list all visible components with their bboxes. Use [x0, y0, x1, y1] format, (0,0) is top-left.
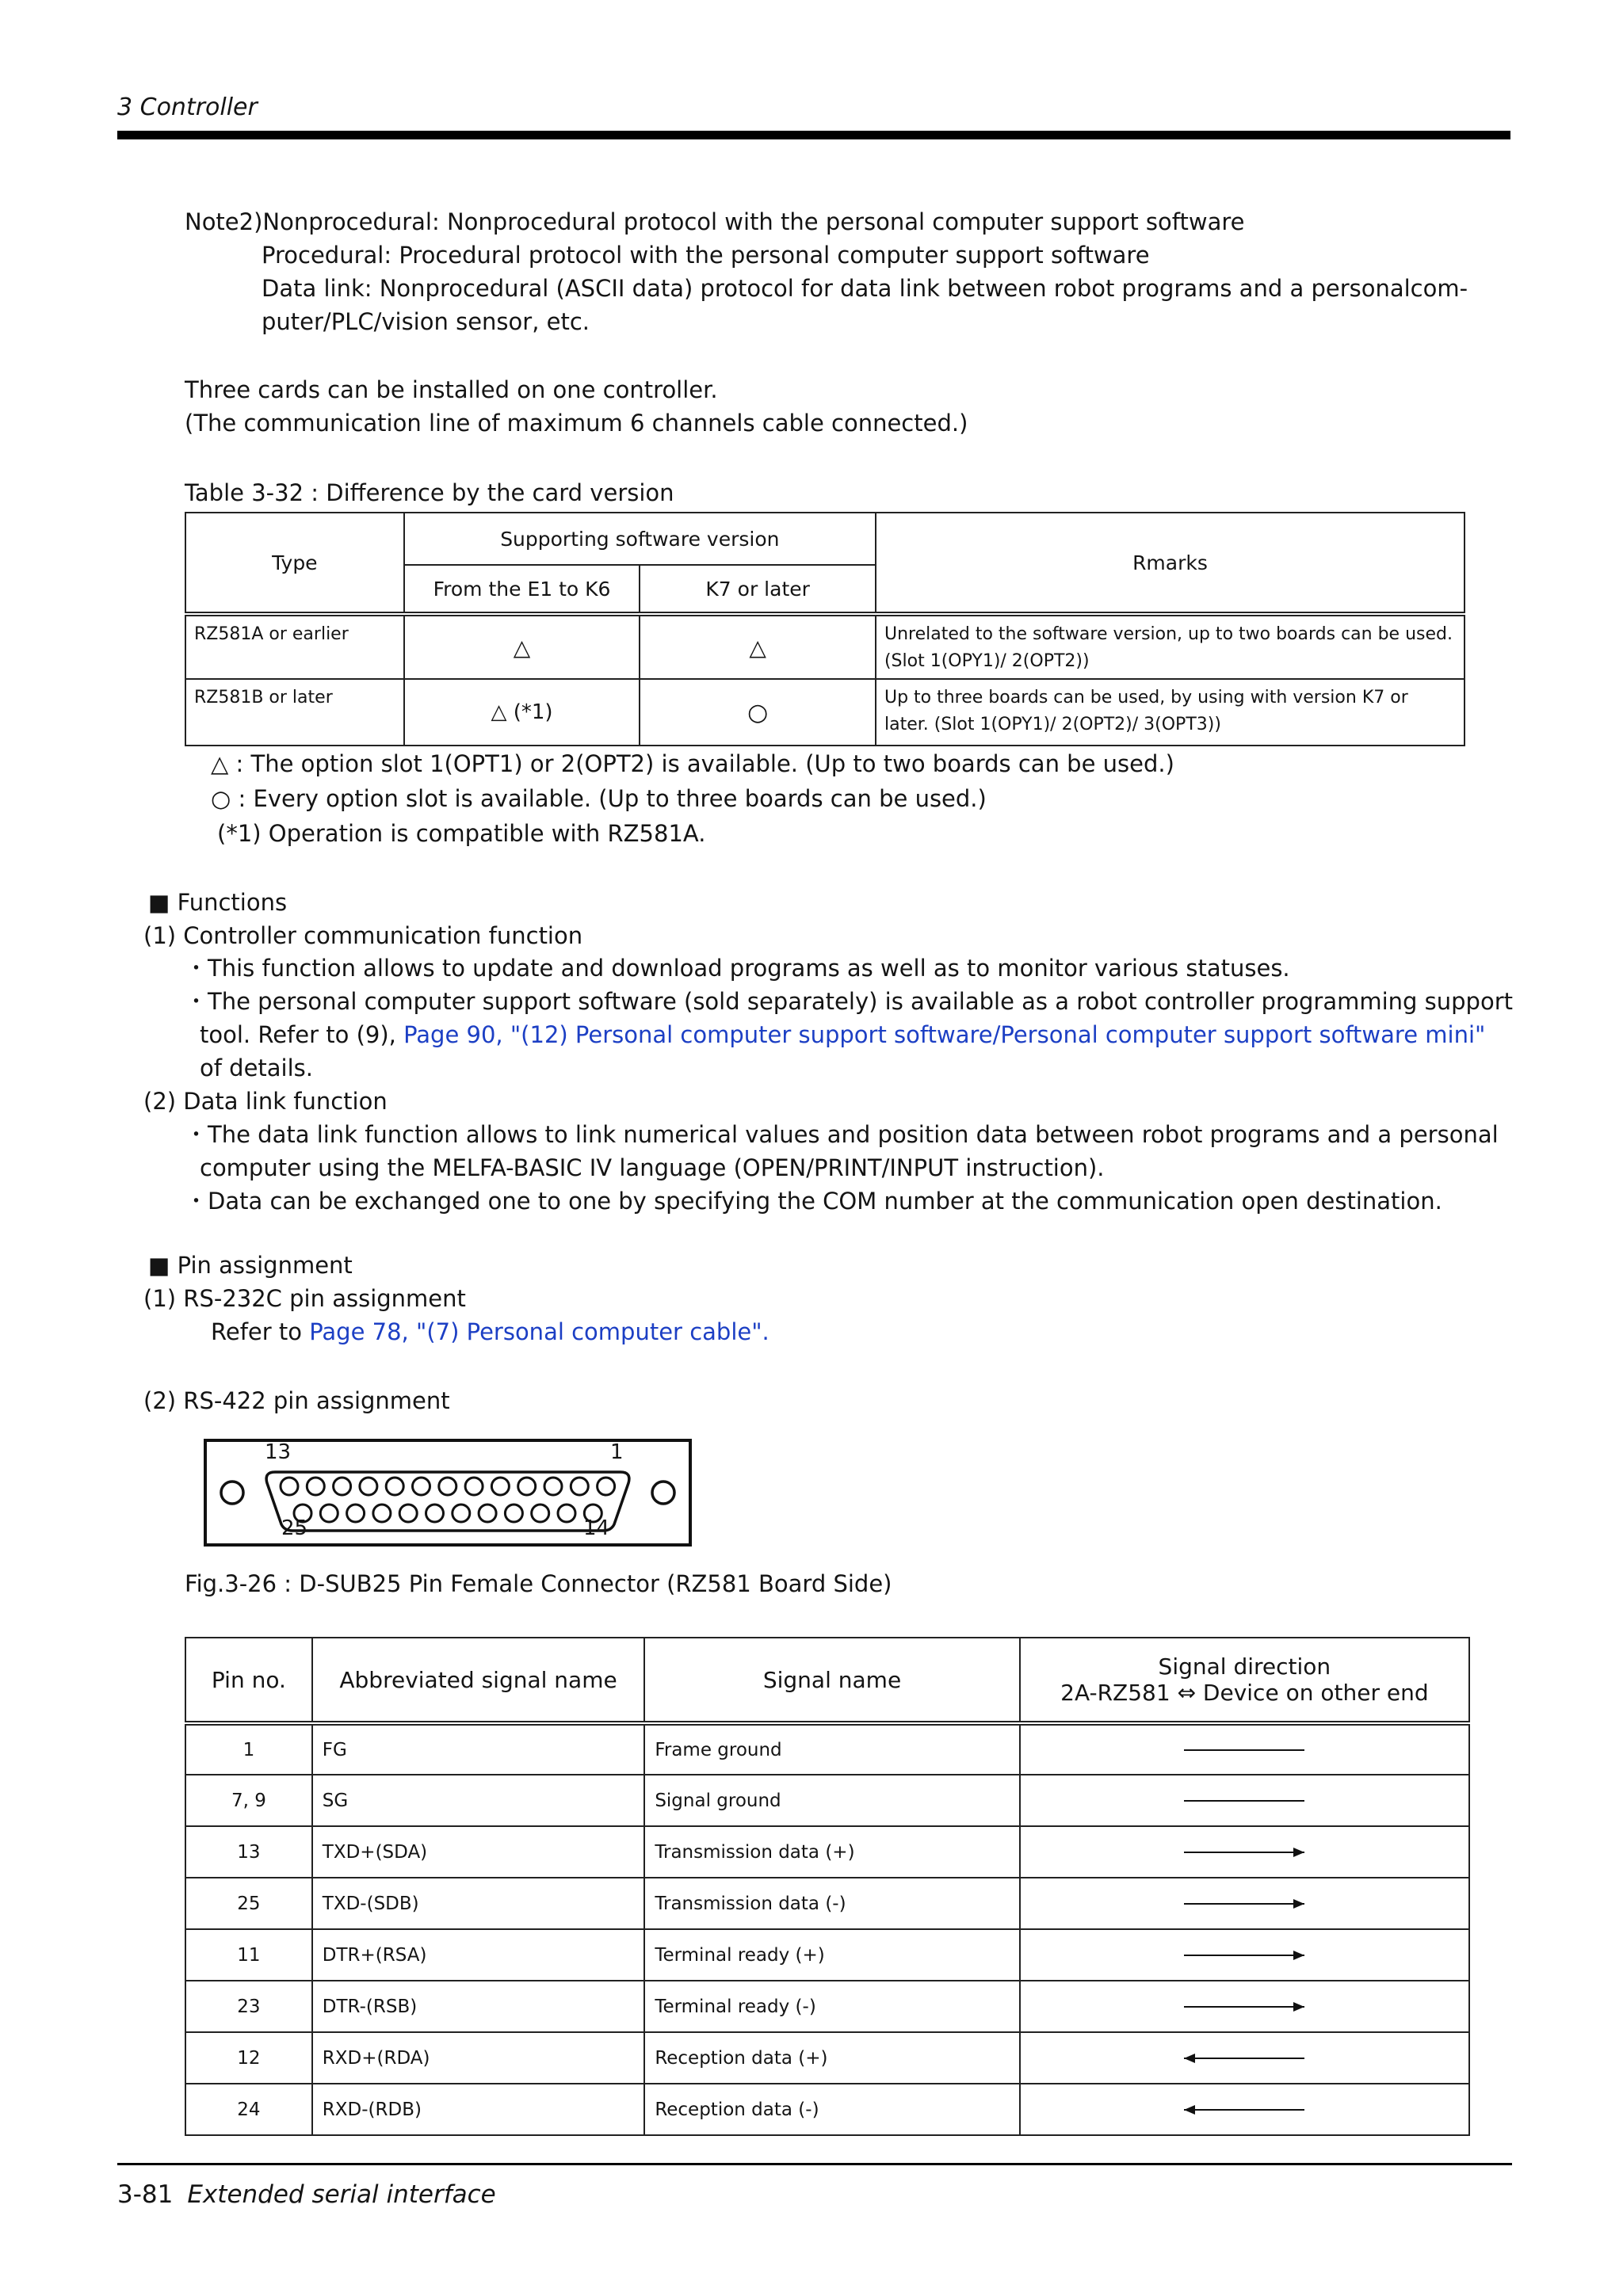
cell-signal-name: Reception data (+) [644, 2032, 1019, 2084]
cell-abbr: FG [312, 1723, 645, 1775]
pin-label-25: 25 [281, 1516, 308, 1540]
cell-type: RZ581B or later [185, 679, 404, 746]
cell-signal-name: Terminal ready (-) [644, 1981, 1019, 2032]
functions-refer-text: tool. Refer to (9), [200, 1021, 404, 1048]
cell-abbr: TXD-(SDB) [312, 1878, 645, 1929]
version-table [185, 512, 1465, 746]
col-header-signal: Signal name [644, 1638, 1019, 1723]
table-row [185, 2032, 1469, 2084]
note-line-2: Procedural: Procedural protocol with the personal computer support software [262, 242, 1150, 269]
arrow-left-icon [1181, 2102, 1308, 2118]
cell-pin: 7, 9 [185, 1775, 312, 1826]
pin-label-1: 1 [610, 1440, 624, 1464]
col-header-remarks: Rmarks [876, 513, 1465, 614]
pin-assignment-heading: ■ Pin assignment [148, 1252, 353, 1279]
page-78-link[interactable]: Page 78, "(7) Personal computer cable". [309, 1318, 769, 1345]
direction-header-line-1: Signal direction [1158, 1653, 1331, 1680]
cell-pin: 1 [185, 1723, 312, 1775]
cell-abbr: TXD+(SDA) [312, 1826, 645, 1878]
cell-k7: △ [640, 614, 876, 679]
functions-bullet-2-cont [200, 1019, 1485, 1051]
rs232c-refer [211, 1316, 769, 1348]
col-header-pin: Pin no. [185, 1638, 312, 1723]
cell-from: △ [404, 614, 640, 679]
table-row [185, 1826, 1469, 1878]
pin-label-13: 13 [265, 1440, 292, 1464]
cell-signal-name: Frame ground [644, 1723, 1019, 1775]
cell-signal-name: Reception data (-) [644, 2084, 1019, 2135]
cell-pin: 11 [185, 1929, 312, 1981]
cell-direction [1020, 1826, 1469, 1878]
legend-note: (*1) Operation is compatible with RZ581A. [217, 820, 706, 847]
arrow-right-icon [1181, 1999, 1308, 2015]
cell-signal-name: Transmission data (-) [644, 1878, 1019, 1929]
cell-direction [1020, 1723, 1469, 1775]
figure-caption: Fig.3-26 : D-SUB25 Pin Female Connector (RZ581 Board Side) [185, 1570, 892, 1597]
cell-from: △ (*1) [404, 679, 640, 746]
table-row [185, 614, 1465, 679]
table-row [185, 1981, 1469, 2032]
cell-pin: 24 [185, 2084, 312, 2135]
table-row [185, 1723, 1469, 1775]
note-line-4: puter/PLC/vision sensor, etc. [262, 308, 590, 335]
cell-pin: 25 [185, 1878, 312, 1929]
cell-signal-name: Signal ground [644, 1775, 1019, 1826]
cell-pin: 23 [185, 1981, 312, 2032]
arrow-left-icon [1181, 2050, 1308, 2066]
direction-header-line-2: 2A-RZ581 ⇔ Device on other end [1060, 1680, 1429, 1706]
functions-bullet-3: ・The data link function allows to link numerical values and position data between robot programs and a personal [185, 1121, 1499, 1148]
table-row [185, 2084, 1469, 2135]
table-row [185, 679, 1465, 746]
legend-triangle: △ : The option slot 1(OPT1) or 2(OPT2) is available. (Up to two boards can be used.) [211, 750, 1174, 777]
arrow-right-icon [1181, 1947, 1308, 1963]
cards-line-2: (The communication line of maximum 6 channels cable connected.) [185, 410, 968, 437]
cell-signal-name: Transmission data (+) [644, 1826, 1019, 1878]
col-header-support: Supporting software version [404, 513, 876, 565]
page-90-link[interactable]: Page 90, "(12) Personal computer support software/Personal computer support software mini" [403, 1021, 1486, 1048]
cell-type: RZ581A or earlier [185, 614, 404, 679]
functions-heading: ■ Functions [148, 889, 288, 916]
cell-direction [1020, 1775, 1469, 1826]
cell-abbr: DTR-(RSB) [312, 1981, 645, 2032]
functions-bullet-3-cont: computer using the MELFA-BASIC IV language (OPEN/PRINT/INPUT instruction). [200, 1154, 1105, 1181]
pin-label-14: 14 [583, 1516, 610, 1540]
functions-bullet-1: ・This function allows to update and download programs as well as to monitor various statuses. [185, 955, 1290, 982]
cell-pin: 12 [185, 2032, 312, 2084]
section-name: Extended serial interface [187, 2180, 496, 2209]
page-footer [117, 2180, 496, 2209]
note-line-1: Note2)Nonprocedural: Nonprocedural protocol with the personal computer support software [185, 208, 1245, 235]
note-line-3: Data link: Nonprocedural (ASCII data) protocol for data link between robot programs and a personalcom- [262, 275, 1468, 302]
cell-signal-name: Terminal ready (+) [644, 1929, 1019, 1981]
cell-remarks: Up to three boards can be used, by using with version K7 or later. (Slot 1(OPY1)/ 2(OPT2)/ 3(OPT3)) [876, 679, 1465, 746]
functions-item-2: (2) Data link function [143, 1088, 388, 1115]
version-table-caption: Table 3-32 : Difference by the card version [185, 479, 674, 506]
cell-abbr: DTR+(RSA) [312, 1929, 645, 1981]
header-rule [117, 131, 1510, 139]
rs232c-heading: (1) RS-232C pin assignment [143, 1285, 466, 1312]
cell-abbr: SG [312, 1775, 645, 1826]
cell-remarks: Unrelated to the software version, up to two boards can be used. (Slot 1(OPY1)/ 2(OPT2)) [876, 614, 1465, 679]
col-header-from: From the E1 to K6 [404, 565, 640, 614]
col-header-type: Type [185, 513, 404, 614]
table-row [185, 1878, 1469, 1929]
line-icon [1181, 1793, 1308, 1809]
page-number: 3-81 [117, 2180, 174, 2209]
cell-direction [1020, 2032, 1469, 2084]
cell-abbr: RXD-(RDB) [312, 2084, 645, 2135]
table-row [185, 1775, 1469, 1826]
table-row [185, 1929, 1469, 1981]
rs232c-refer-text: Refer to [211, 1318, 310, 1345]
cards-line-1: Three cards can be installed on one controller. [185, 376, 718, 403]
cell-abbr: RXD+(RDA) [312, 2032, 645, 2084]
pin-table [185, 1637, 1470, 2136]
functions-bullet-4: ・Data can be exchanged one to one by specifying the COM number at the communication open destination. [185, 1188, 1442, 1215]
col-header-k7: K7 or later [640, 565, 876, 614]
functions-bullet-2: ・The personal computer support software (sold separately) is available as a robot controller programming support [185, 988, 1513, 1015]
footer-rule [117, 2163, 1512, 2165]
cell-pin: 13 [185, 1826, 312, 1878]
line-icon [1181, 1742, 1308, 1758]
col-header-abbr: Abbreviated signal name [312, 1638, 645, 1723]
cell-direction [1020, 1929, 1469, 1981]
cell-direction [1020, 1878, 1469, 1929]
cell-direction [1020, 2084, 1469, 2135]
legend-circle: ○ : Every option slot is available. (Up to three boards can be used.) [211, 785, 987, 812]
col-header-direction [1020, 1638, 1469, 1723]
cell-direction [1020, 1981, 1469, 2032]
arrow-right-icon [1181, 1896, 1308, 1912]
functions-item-1: (1) Controller communication function [143, 922, 583, 949]
arrow-right-icon [1181, 1844, 1308, 1860]
cell-k7: ○ [640, 679, 876, 746]
rs422-heading: (2) RS-422 pin assignment [143, 1387, 450, 1414]
functions-bullet-2-end: of details. [200, 1055, 314, 1081]
running-header: 3 Controller [117, 93, 258, 121]
